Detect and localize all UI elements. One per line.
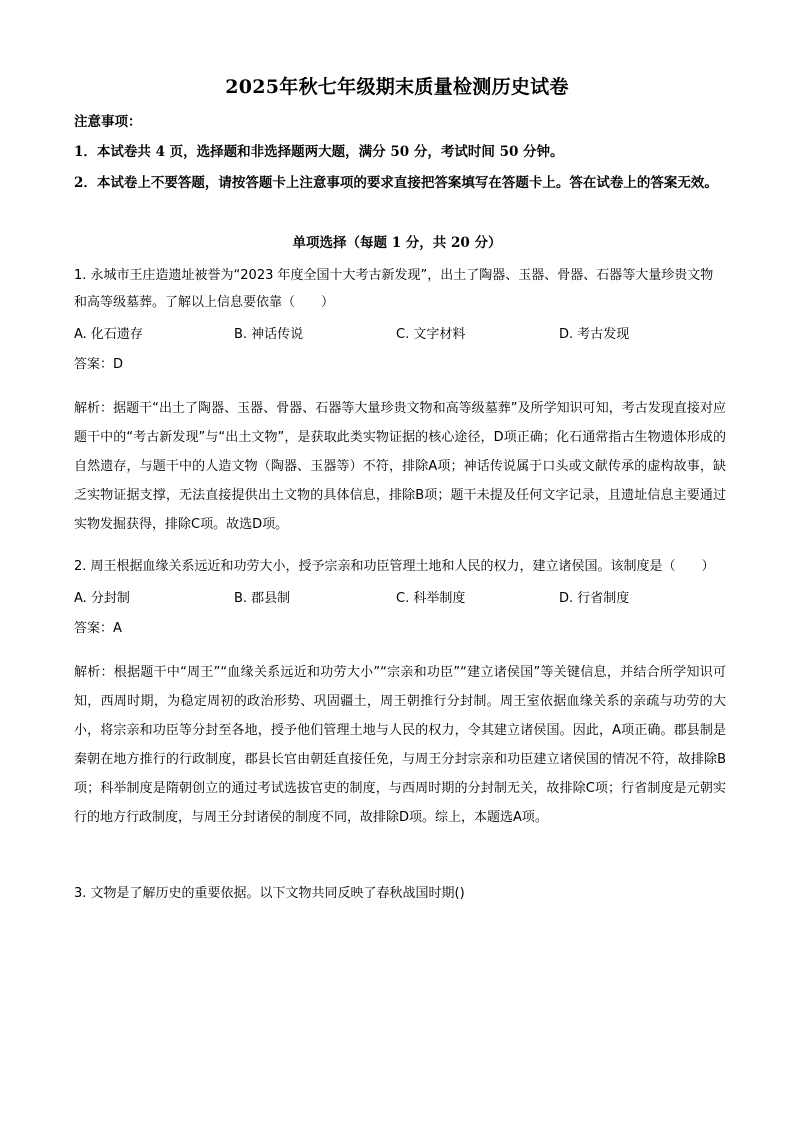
option-list [74, 584, 726, 614]
notice-heading: 注意事项： [74, 114, 142, 130]
answer-text: 答案：D [74, 357, 124, 372]
question-1 [74, 262, 726, 539]
question-stem: 2. 周王根据血缘关系远近和功劳大小，授予宗亲和功臣管理土地和人民的权力，建立诸侯国。该制度是（ ） [74, 559, 715, 574]
question-2 [74, 553, 726, 832]
analysis-text: 解析：据题干“出土了陶器、玉器、骨器、石器等大量珍贵文物和高等级墓葬”及所学知识可知，考古发现直接对应题干中的“考古新发现”与“出土文物”，是获取此类实物证据的核心途径，D项正确；化石通常指古生物遗体形成的自然遗存，与题干中的人造文物（陶器、玉器等）不符，排除A项；神话传说属于口头或文献传承的虚构故事，缺乏实物证据支撑，无法直接提供出土文物的具体信息，排除B项；题干未提及任何文字记录，且遗址信息主要通过实物发掘获得，排除C项。故选D项。 [74, 401, 726, 532]
option-c: C. 文字材料 [396, 327, 466, 342]
notice-item: 1．本试卷共 4 页，选择题和非选择题两大题，满分 50 分，考试时间 50 分钟。 [74, 144, 564, 160]
question-stem: 1. 永城市王庄造遗址被誉为“2023 年度全国十大考古新发现”，出土了陶器、玉器、骨器、石器等大量珍贵文物和高等级墓葬。了解以上信息要依靠（ ） [74, 268, 714, 310]
question-3 [74, 880, 726, 907]
option-list [74, 320, 726, 350]
answer-text: 答案：A [74, 621, 122, 636]
question-stem: 3. 文物是了解历史的重要依据。以下文物共同反映了春秋战国时期() [74, 886, 465, 901]
option-a: A. 化石遗存 [74, 327, 143, 342]
option-c: C. 科举制度 [396, 591, 466, 606]
option-b: B. 神话传说 [234, 327, 304, 342]
exam-title: 2025年秋七年级期末质量检测历史试卷 [225, 76, 569, 98]
option-a: A. 分封制 [74, 591, 130, 606]
section-heading: 单项选择（每题 1 分，共 20 分） [292, 235, 502, 251]
option-d: D. 行省制度 [559, 591, 630, 606]
notice-item: 2．本试卷上不要答题，请按答题卡上注意事项的要求直接把答案填写在答题卡上。答在试卷上的答案无效。 [74, 175, 718, 191]
option-d: D. 考古发现 [559, 327, 630, 342]
analysis-text: 解析：根据题干中“周王”“血缘关系远近和功劳大小”“宗亲和功臣”“建立诸侯国”等关键信息，并结合所学知识可知，西周时期，为稳定周初的政治形势、巩固疆土，周王朝推行分封制。周王室依据血缘关系的亲疏与功劳的大小，将宗亲和功臣等分封至各地，授予他们管理土地与人民的权力，令其建立诸侯国。因此，A项正确。郡县制是秦朝在地方推行的行政制度，郡县长官由朝廷直接任免，与周王分封宗亲和功臣建立诸侯国的情况不符，故排除B项；科举制度是隋朝创立的通过考试选拔官吏的制度，与西周时期的分封制无关，故排除C项；行省制度是元朝实行的地方行政制度，与周王分封诸侯的制度不同，故排除D项。综上，本题选A项。 [74, 665, 726, 825]
option-b: B. 郡县制 [234, 591, 291, 606]
